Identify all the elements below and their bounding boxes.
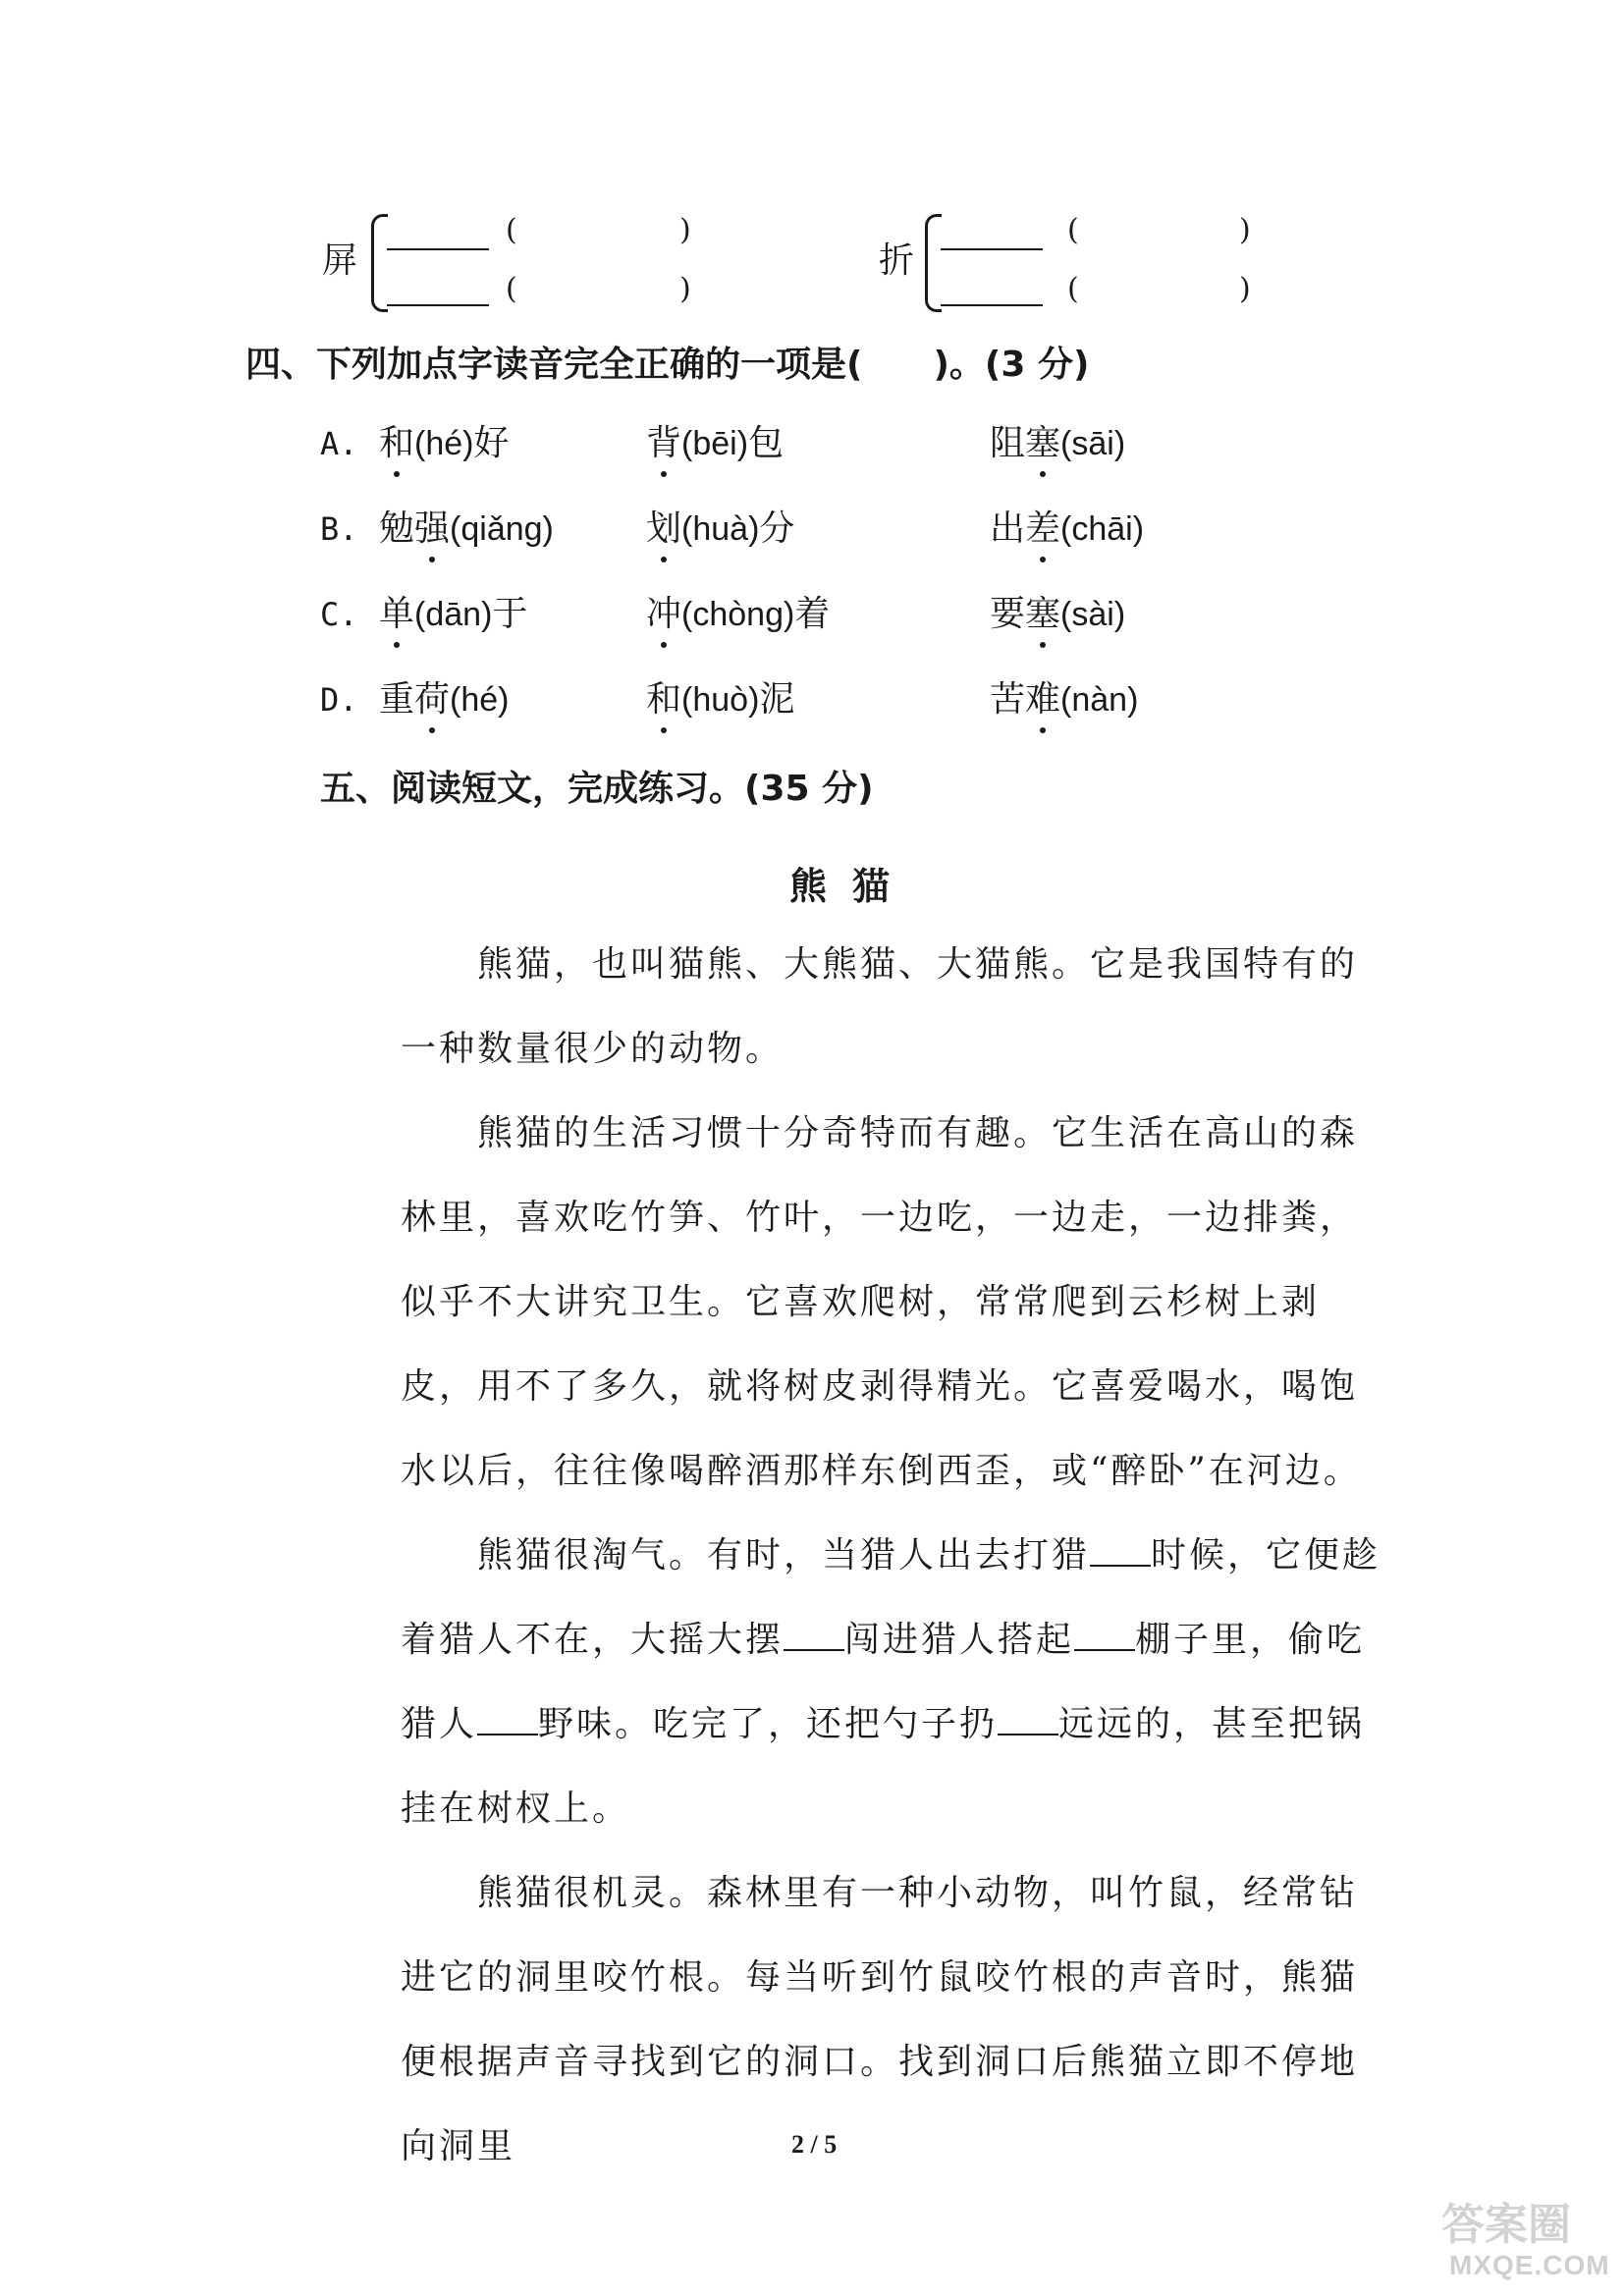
item-pre: 苦 (990, 679, 1026, 720)
option-item (990, 593, 1125, 636)
brace-icon (925, 214, 942, 312)
paren-close: ) (679, 213, 691, 247)
item-tail: 于 (492, 594, 528, 634)
pinyin: (sài) (1060, 596, 1126, 633)
dotted-char: 和 (646, 679, 682, 720)
paren-open: ( (506, 213, 517, 247)
option-item (379, 678, 510, 721)
pinyin: (hé) (414, 425, 474, 462)
item-tail: 分 (759, 508, 795, 549)
page-number: 2 / 5 (791, 2130, 838, 2159)
option-letter: C. (320, 596, 358, 633)
dotted-char: 强 (414, 508, 451, 549)
option-letter: A. (320, 425, 358, 462)
fill-blank[interactable] (1074, 1620, 1135, 1651)
item-tail: 好 (473, 423, 510, 463)
article-paragraph-2: 熊猫的生活习惯十分奇特而有趣。它生活在高山的森林里，喜欢吃竹笋、竹叶，一边吃，一边走，一边排粪，似乎不大讲究卫生。它喜欢爬树，常常爬到云杉树上剥皮，用不了多久，就将树皮剥得精光。它喜爱喝水，喝饱水以后，往往像喝醉酒那样东倒西歪，或“醉卧”在河边。 (401, 1113, 1362, 1491)
dotted-char: 和 (379, 423, 415, 463)
answer-line (387, 304, 489, 306)
option-item (646, 507, 794, 551)
text-run: 时候，它便趁着猎人不在，大摇大摆 (401, 1535, 1381, 1660)
paren-close: ) (1239, 272, 1251, 306)
pinyin: (qiǎng) (450, 510, 554, 548)
fill-blank[interactable] (998, 1704, 1058, 1735)
article-paragraph-4: 熊猫很机灵。森林里有一种小动物，叫竹鼠，经常钻进它的洞里咬竹根。每当听到竹鼠咬竹根的声音时，熊猫便根据声音寻找到它的洞口。找到洞口后熊猫立即不停地向洞里 (401, 1873, 1359, 2166)
fill-blank[interactable] (1090, 1535, 1151, 1567)
article-title: 熊猫 (789, 865, 916, 908)
dotted-char: 塞 (1025, 594, 1061, 634)
pinyin: (dān) (414, 596, 493, 633)
pinyin: (huà) (681, 510, 760, 548)
item-pre: 重 (379, 679, 415, 720)
section-4-heading: 四、下列加点字读音完全正确的一项是( )。(3 分) (245, 345, 1090, 385)
text-run: 熊猫很淘气。有时，当猎人出去打猎 (477, 1535, 1091, 1575)
dotted-char: 差 (1025, 508, 1061, 549)
pinyin: (chòng) (681, 596, 795, 633)
option-item (990, 422, 1125, 465)
brace-icon (371, 214, 388, 312)
text-run: 远远的，甚至把锅挂在树杈上。 (401, 1704, 1366, 1829)
option-item (379, 507, 554, 551)
option-item (990, 678, 1138, 721)
pinyin: (hé) (450, 681, 510, 719)
dotted-char: 塞 (1025, 423, 1061, 463)
paren-open: ( (1067, 272, 1079, 306)
option-item (646, 593, 830, 636)
pinyin: (huò) (681, 681, 760, 719)
item-pre: 勉 (379, 508, 415, 549)
option-item (646, 422, 784, 465)
pinyin: (nàn) (1060, 681, 1139, 719)
section-5-heading: 五、阅读短文，完成练习。(35 分) (320, 769, 874, 809)
article-paragraph-3 (401, 1514, 1382, 1851)
option-letter: B. (320, 510, 358, 548)
dotted-char: 难 (1025, 679, 1061, 720)
text-run: 野味。吃完了，还把勺子扔 (538, 1704, 999, 1744)
pinyin: (bēi) (681, 425, 749, 462)
fill-blank[interactable] (784, 1620, 844, 1651)
text-run: 闯进猎人搭起 (844, 1620, 1075, 1660)
pinyin: (sāi) (1060, 425, 1126, 462)
paren-close: ) (679, 272, 691, 306)
article-paragraph-1: 熊猫，也叫猫熊、大熊猫、大猫熊。它是我国特有的一种数量很少的动物。 (401, 944, 1359, 1069)
item-tail: 着 (794, 594, 831, 634)
item-pre: 出 (990, 508, 1026, 549)
text-run: 棚子里，偷吃猎人 (401, 1620, 1366, 1744)
option-item (379, 593, 527, 636)
option-item (379, 422, 510, 465)
answer-line (941, 248, 1043, 250)
watermark-logo: 答案圈 (1441, 2200, 1571, 2250)
answer-line (941, 304, 1043, 306)
item-tail: 泥 (759, 679, 795, 720)
option-item (990, 507, 1144, 551)
item-pre: 阻 (990, 423, 1026, 463)
dotted-char: 背 (646, 423, 682, 463)
item-tail: 包 (748, 423, 785, 463)
group-char: 折 (879, 240, 915, 281)
pinyin: (chāi) (1060, 510, 1145, 548)
paren-open: ( (506, 272, 517, 306)
answer-line (387, 248, 489, 250)
dotted-char: 荷 (414, 679, 451, 720)
watermark-url: MXQE.COM (1449, 2250, 1610, 2280)
fill-blank[interactable] (477, 1704, 538, 1735)
dotted-char: 冲 (646, 594, 682, 634)
group-char: 屏 (322, 240, 358, 281)
dotted-char: 划 (646, 508, 682, 549)
item-pre: 要 (990, 594, 1026, 634)
dotted-char: 单 (379, 594, 415, 634)
option-item (646, 678, 794, 721)
paren-open: ( (1067, 213, 1079, 247)
option-letter: D. (320, 681, 358, 719)
paren-close: ) (1239, 213, 1251, 247)
